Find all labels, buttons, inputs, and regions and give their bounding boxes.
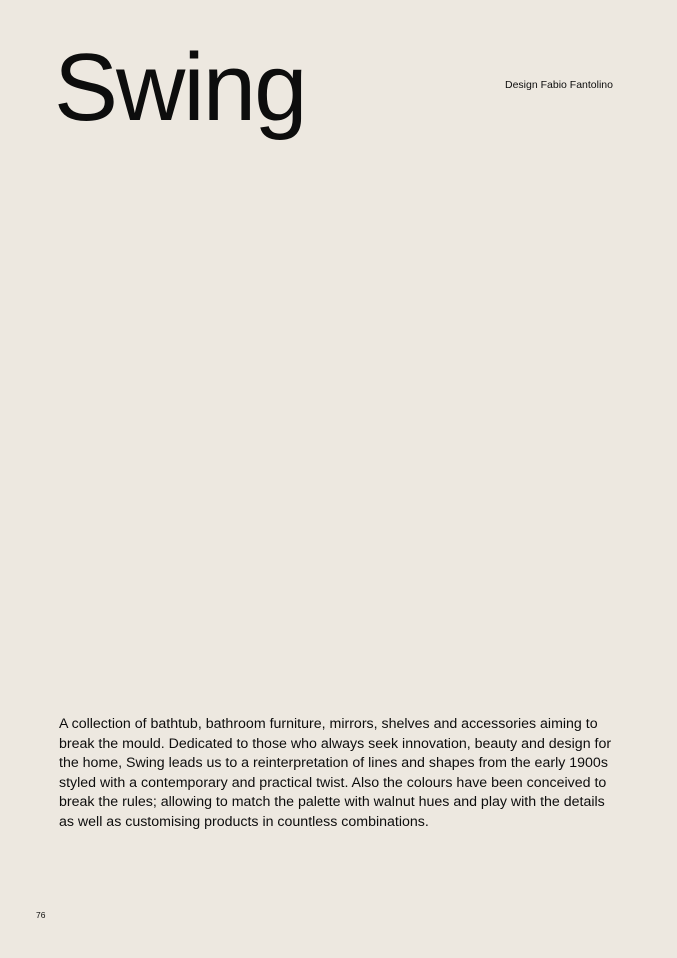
designer-credit: Design Fabio Fantolino — [505, 79, 613, 91]
product-description: A collection of bathtub, bathroom furniture, mirrors, shelves and accessories aiming to break the mould. Dedicated to those who always seek innovation, beauty and design for the home, Swing leads us to a reinterpretation of lines and shapes from the early 1900s styled with a contemporary and practical twist. Also the colours have been conceived to break the rules; allowing to match the palette with walnut hues and play with the details as well as customising products in countless combinations. — [59, 716, 612, 830]
product-title: Swing — [54, 34, 306, 141]
page-number: 76 — [36, 910, 46, 920]
